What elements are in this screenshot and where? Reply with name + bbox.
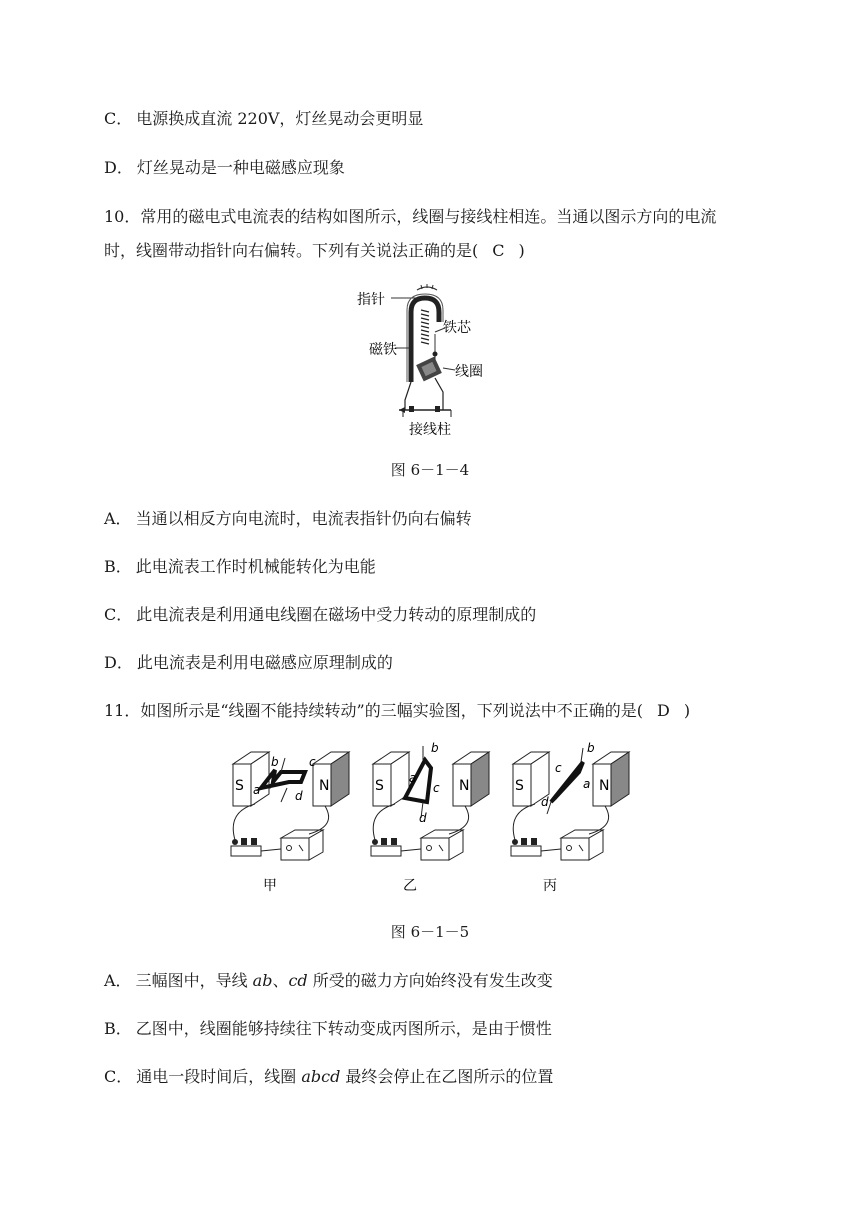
core-label: 铁芯: [443, 320, 471, 336]
question-number: 10．: [104, 207, 141, 226]
option-text: 电源换成直流 220V，灯丝晃动会更明显: [136, 109, 424, 128]
option-text-post: 所受的磁力方向始终没有发生改变: [307, 971, 553, 990]
terminal-label: 接线柱: [409, 422, 451, 438]
wire-ab: ab: [252, 971, 273, 990]
pointer-label: 指针: [357, 292, 385, 308]
option-label: C．: [104, 109, 133, 128]
q10-option-c: [104, 604, 536, 626]
option-text-pre: 通电一段时间后，线圈: [136, 1067, 302, 1086]
question-number: 11．: [104, 701, 141, 720]
wire-cd: cd: [288, 971, 308, 990]
coil-label: 线圈: [455, 364, 483, 380]
q10-stem-line1: [104, 206, 716, 228]
q11-option-a: [104, 970, 553, 992]
option-label: D．: [104, 158, 133, 177]
q11-option-c: [104, 1066, 553, 1088]
point-d-label: d: [295, 789, 303, 803]
point-a-label: a: [253, 783, 261, 797]
point-a-label: a: [583, 777, 591, 791]
option-text-pre: 三幅图中，导线: [135, 971, 253, 990]
option-label: B．: [104, 557, 132, 576]
q9-option-d: [104, 157, 345, 179]
option-text-post: 最终会停止在乙图所示的位置: [340, 1067, 554, 1086]
coil-abcd: abcd: [301, 1067, 341, 1086]
q11-option-b: [104, 1018, 552, 1040]
galvanometer-figure: [355, 282, 483, 438]
option-text: 此电流表工作时机械能转化为电能: [135, 557, 376, 576]
panel-s-label: S: [375, 778, 384, 794]
q10-option-d: [104, 652, 393, 674]
panel-n-label: N: [319, 778, 330, 794]
option-text: 当通以相反方向电流时，电流表指针仍向右偏转: [135, 509, 472, 528]
point-b-label: b: [587, 741, 595, 755]
panel-n-label: N: [599, 778, 610, 794]
option-label: C．: [104, 1067, 133, 1086]
option-label: D．: [104, 653, 133, 672]
figure-caption: 图 6－1－5: [390, 923, 470, 941]
point-d-label: d: [419, 811, 427, 825]
option-text: 灯丝晃动是一种电磁感应现象: [136, 158, 345, 177]
q10-option-b: [104, 556, 376, 578]
answer-letter: D: [656, 701, 670, 720]
galvanometer-diagram: [355, 282, 483, 438]
motor-experiment-diagram: [225, 742, 645, 900]
option-text: 此电流表是利用通电线圈在磁场中受力转动的原理制成的: [136, 605, 537, 624]
panel-s-label: S: [235, 778, 244, 794]
point-b-label: b: [271, 755, 279, 769]
option-text: 此电流表是利用电磁感应原理制成的: [136, 653, 393, 672]
panel-name: 丙: [543, 878, 557, 894]
motor-experiment-figure: [225, 742, 645, 900]
option-label: B．: [104, 1019, 132, 1038]
separator: 、: [272, 971, 289, 990]
point-c-label: c: [555, 761, 562, 775]
option-label: A．: [104, 971, 132, 990]
answer-close: ): [683, 701, 691, 720]
stem-text: 如图所示是“线圈不能持续转动”的三幅实验图，下列说法中不正确的是(: [140, 701, 643, 720]
q10-stem-line2: [104, 240, 525, 262]
answer-letter: C: [492, 241, 505, 260]
stem-text: 常用的磁电式电流表的结构如图所示，线圈与接线柱相连。当通以图示方向的电流: [140, 207, 717, 226]
magnet-label: 磁铁: [369, 342, 397, 358]
answer-close: ): [518, 241, 525, 260]
q9-option-c: [104, 108, 423, 130]
q11-stem: [104, 700, 690, 722]
point-c-label: c: [309, 755, 316, 769]
stem-text: 时，线圈带动指针向右偏转。下列有关说法正确的是(: [104, 241, 479, 260]
point-d-label: d: [541, 795, 549, 809]
figure-caption: 图 6－1－4: [390, 461, 470, 479]
panel-name: 乙: [403, 878, 417, 894]
panel-name: 甲: [263, 878, 277, 894]
option-label: A．: [104, 509, 132, 528]
point-a-label: a: [409, 771, 417, 785]
option-label: C．: [104, 605, 133, 624]
panel-n-label: N: [459, 778, 470, 794]
panel-s-label: S: [515, 778, 524, 794]
option-text: 乙图中，线圈能够持续往下转动变成丙图所示，是由于惯性: [135, 1019, 552, 1038]
q10-option-a: [104, 508, 472, 530]
point-c-label: c: [433, 781, 440, 795]
point-b-label: b: [431, 741, 439, 755]
